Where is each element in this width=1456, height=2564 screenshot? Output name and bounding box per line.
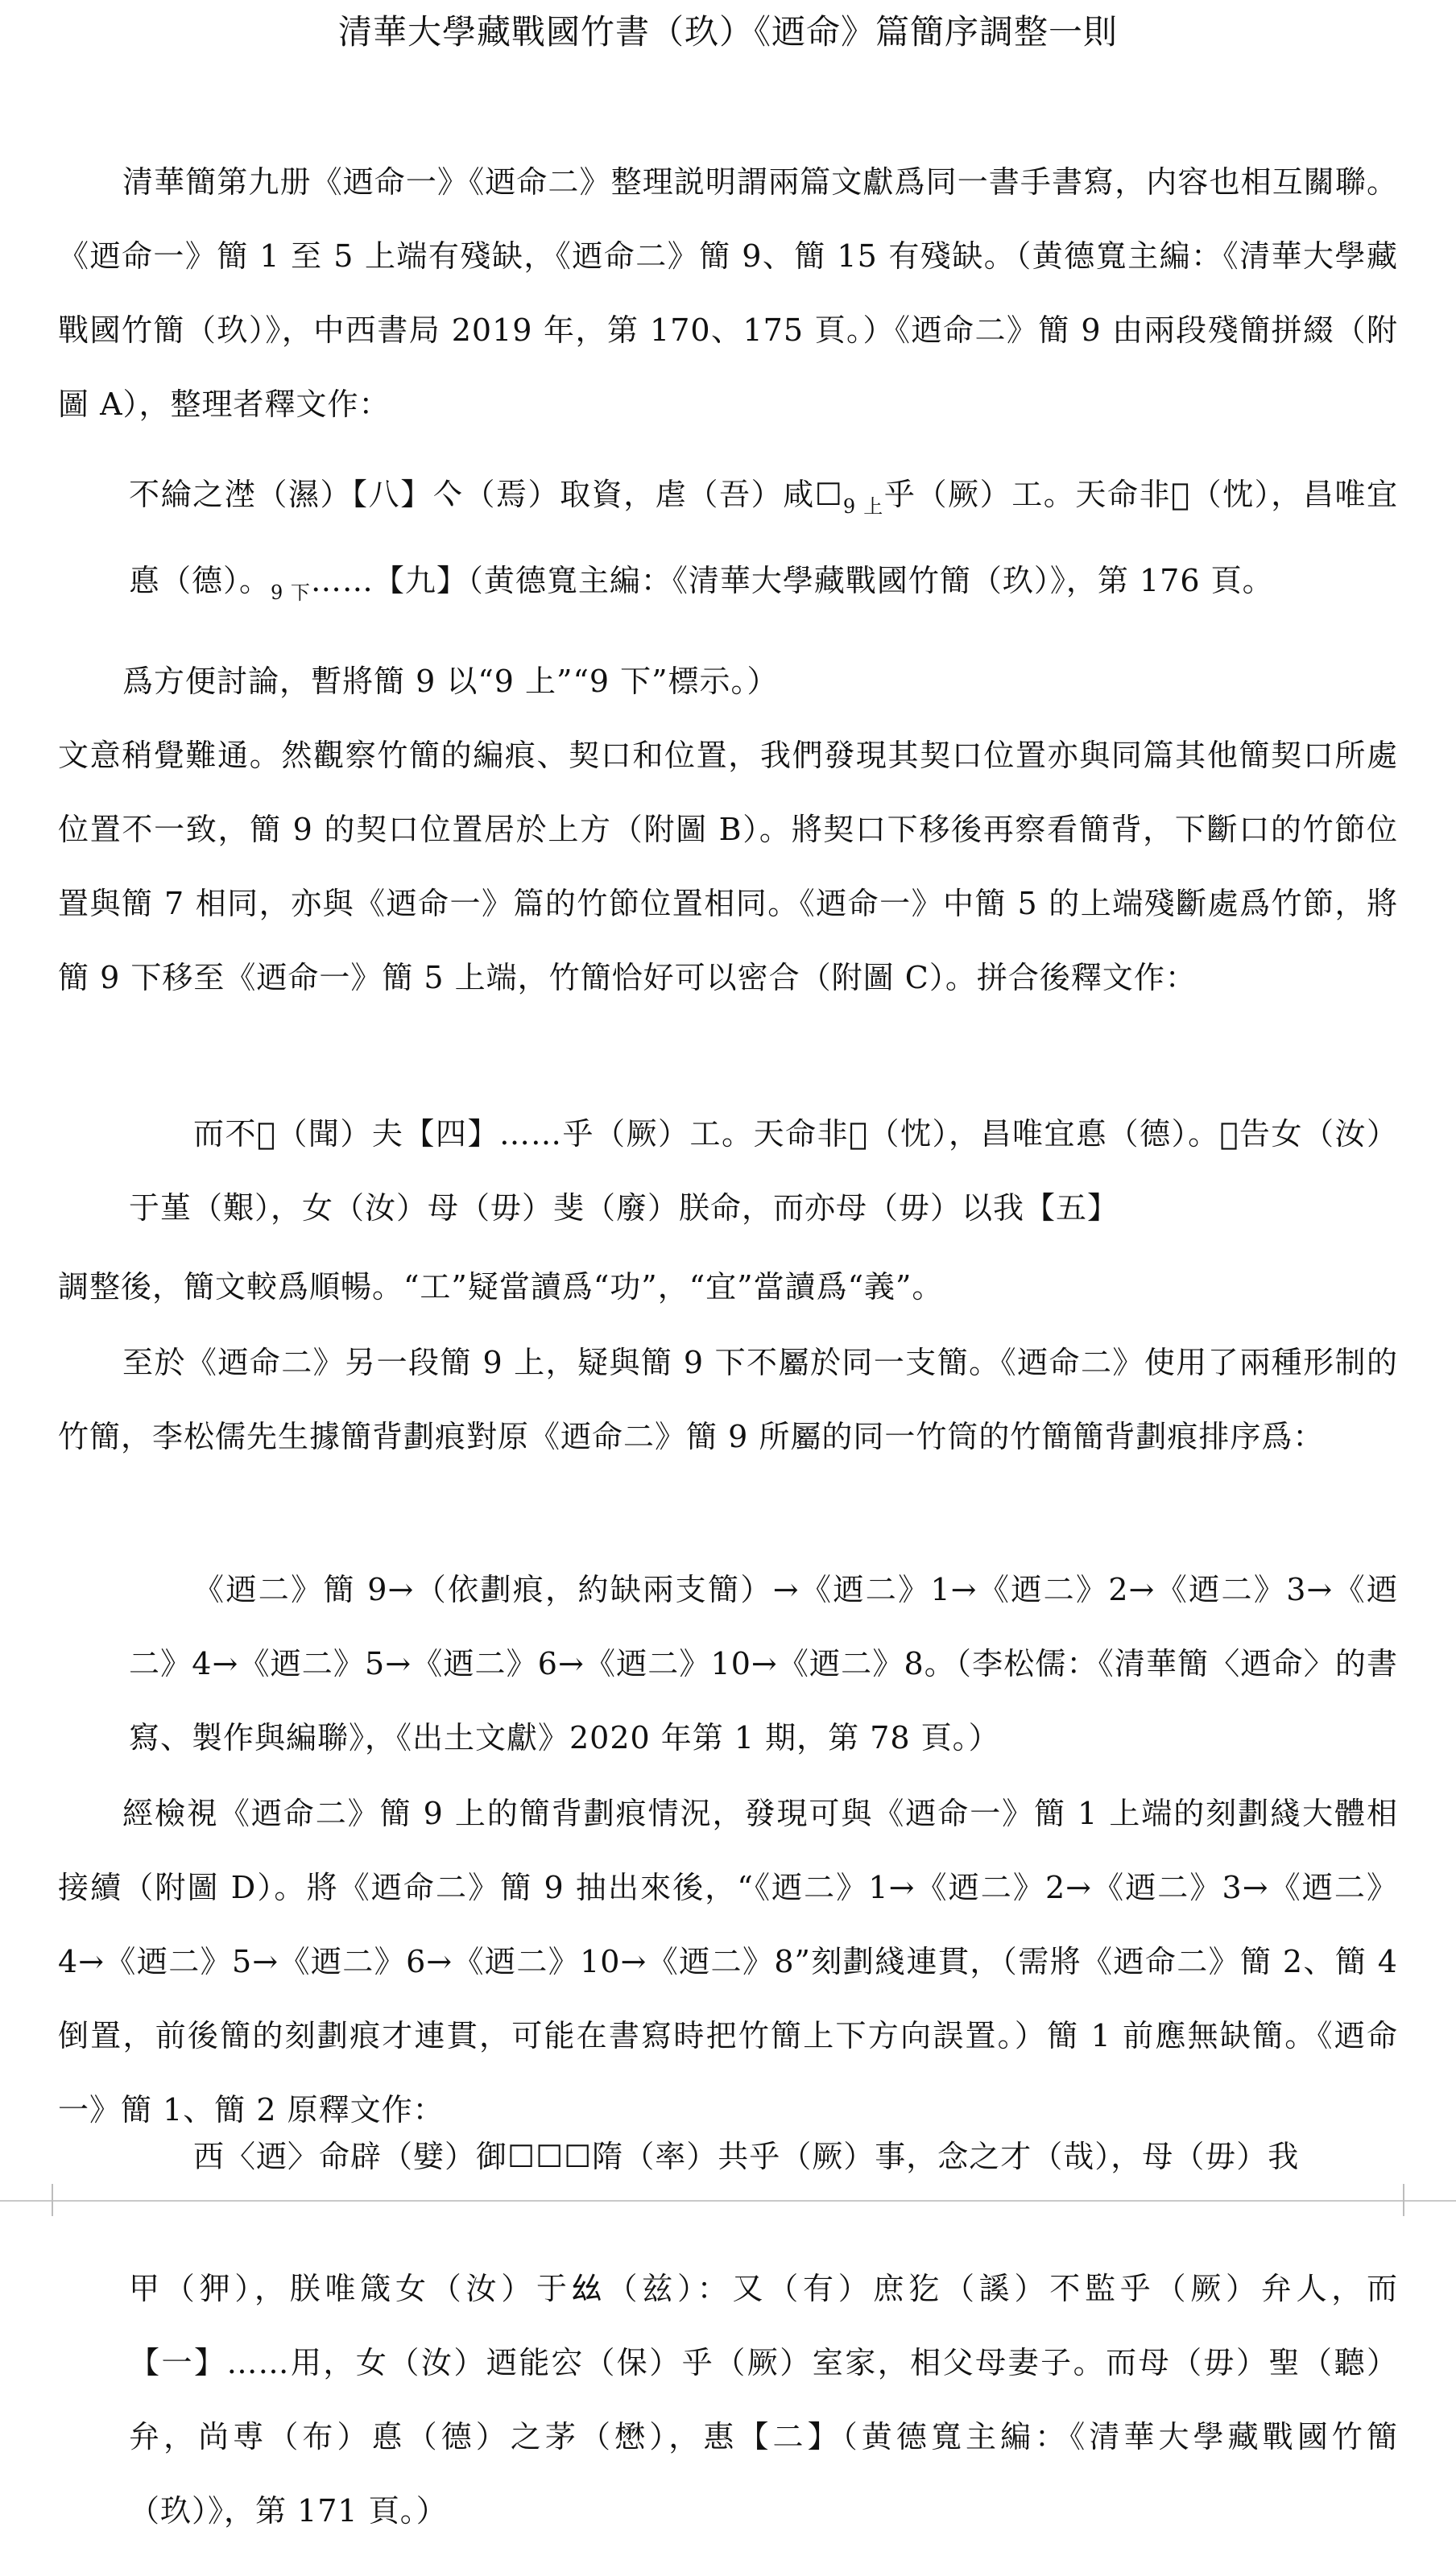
page-break-line [0, 2200, 1456, 2202]
paragraph-observation: 文意稍覺難通。然觀察竹簡的編痕、契口和位置，我們發現其契口位置亦與同篇其他簡契口所處位置不一致，簡 9 的契口位置居於上方（附圖 B）。將契口下移後再察看簡背，下斷口的竹節位置與簡 7 相同，亦與《迺命一》篇的竹節位置相同。《迺命一》中簡 5 的上端殘斷處爲竹節，將簡 9 下移至《迺命一》簡 5 上端，竹簡恰好可以密合（附圖 C）。拼合後釋文作： [58, 738, 1398, 995]
quote-slip-1-2-part1: 西〈迺〉命辟（嬖）御☐☐☐隋（率）共乎（厥）事，念之才（哉），母（毋）我 [193, 2139, 1300, 2174]
note-labels: 爲方便討論，暫將簡 9 以“9 上”“9 下”標示。） [122, 664, 779, 699]
quote-segment: 昌唯宜悳（德）。 [129, 477, 1398, 598]
slip-marker-9-upper: 9 上 [842, 495, 884, 518]
page-break-marker-right [1403, 2184, 1456, 2216]
page-break-marker-left [0, 2184, 53, 2216]
paragraph-inspection: 經檢視《迺命二》簡 9 上的簡背劃痕情況，發現可與《迺命一》簡 1 上端的刻劃綫大體相接續（附圖 D）。將《迺命二》簡 9 抽出來後，“《迺二》1→《迺二》2→《迺二》3→《迺二》4→《迺二》5→《迺二》6→《迺二》10→《迺二》8”刻劃綫連貫，（需將《迺命二》簡 2、簡 4 倒置，前後簡的刻劃痕才連貫，可能在書寫時把竹簡上下方向誤置。）簡 1 前應無缺簡。《迺命一》簡 1、簡 2 原釋文作： [58, 1796, 1398, 2128]
paragraph-adjustment: 調整後，簡文較爲順暢。“工”疑當讀爲“功”，“宜”當讀爲“義”。 [58, 1269, 944, 1305]
quote-slip-1-2-part2: 甲（狎），朕唯箴女（汝）于𢆶（兹）：又（有）庶犵（謑）不監乎（厥）弁人，而【一】……用，女（汝）迺能㝐（保）乎（厥）室家，相父母妻子。而母（毋）聖（聽）弁，尚尃（布）悳（德）之茅（懋），惠【二】（黄德寬主編：《清華大學藏戰國竹簡（玖）》，第 171 頁。） [129, 2271, 1398, 2529]
quote-segment: 不綸之漜（濕）【八】亽（焉）取資，虐（吾）咸☐ [129, 477, 843, 512]
slip-marker-9-lower: 9 下 [271, 581, 311, 604]
quote-rejoined-reading: 而不𦖞（聞）夫【四】……乎（厥）工。天命非𠇎（忱），昌唯宜悳（德）。𣌭告女（汝）于堇（艱），女（汝）母（毋）斐（廢）朕命，而亦母（毋）以我【五】 [129, 1116, 1398, 1226]
document-title: 清華大學藏戰國竹書（玖）《迺命》篇簡序調整一則 [337, 12, 1118, 52]
paragraph-intro: 清華簡第九册《迺命一》《迺命二》整理説明謂兩篇文獻爲同一書手書寫，内容也相互關聯。《迺命一》簡 1 至 5 上端有殘缺，《迺命二》簡 9、簡 15 有殘缺。（黄德寬主編：《清華大學藏戰國竹簡（玖）》，中西書局 2019 年，第 170、175 頁。）《迺命二》簡 9 由兩段殘簡拼綴（附圖 A），整理者釋文作： [58, 164, 1398, 422]
paragraph-scratch-order: 至於《迺命二》另一段簡 9 上，疑與簡 9 下不屬於同一支簡。《迺命二》使用了兩種形制的竹簡，李松儒先生據簡背劃痕對原《迺命二》簡 9 所屬的同一竹筒的竹簡簡背劃痕排序爲： [58, 1345, 1398, 1454]
quote-segment: 乎（厥）工。天命非𠇎（忱）， [883, 477, 1303, 512]
quote-segment: ……【九】（黄德寬主編：《清華大學藏戰國竹簡（玖）》，第 176 頁。 [310, 563, 1274, 598]
quote-scratch-sequence: 《迺二》簡 9→（依劃痕，約缺兩支簡）→《迺二》1→《迺二》2→《迺二》3→《迺二》4→《迺二》5→《迺二》6→《迺二》10→《迺二》8。（李松儒：《清華簡〈迺命〉的書寫、製作與編聯》，《出土文獻》2020 年第 1 期，第 78 頁。） [129, 1572, 1398, 1756]
quote-original-reading [129, 457, 1398, 630]
